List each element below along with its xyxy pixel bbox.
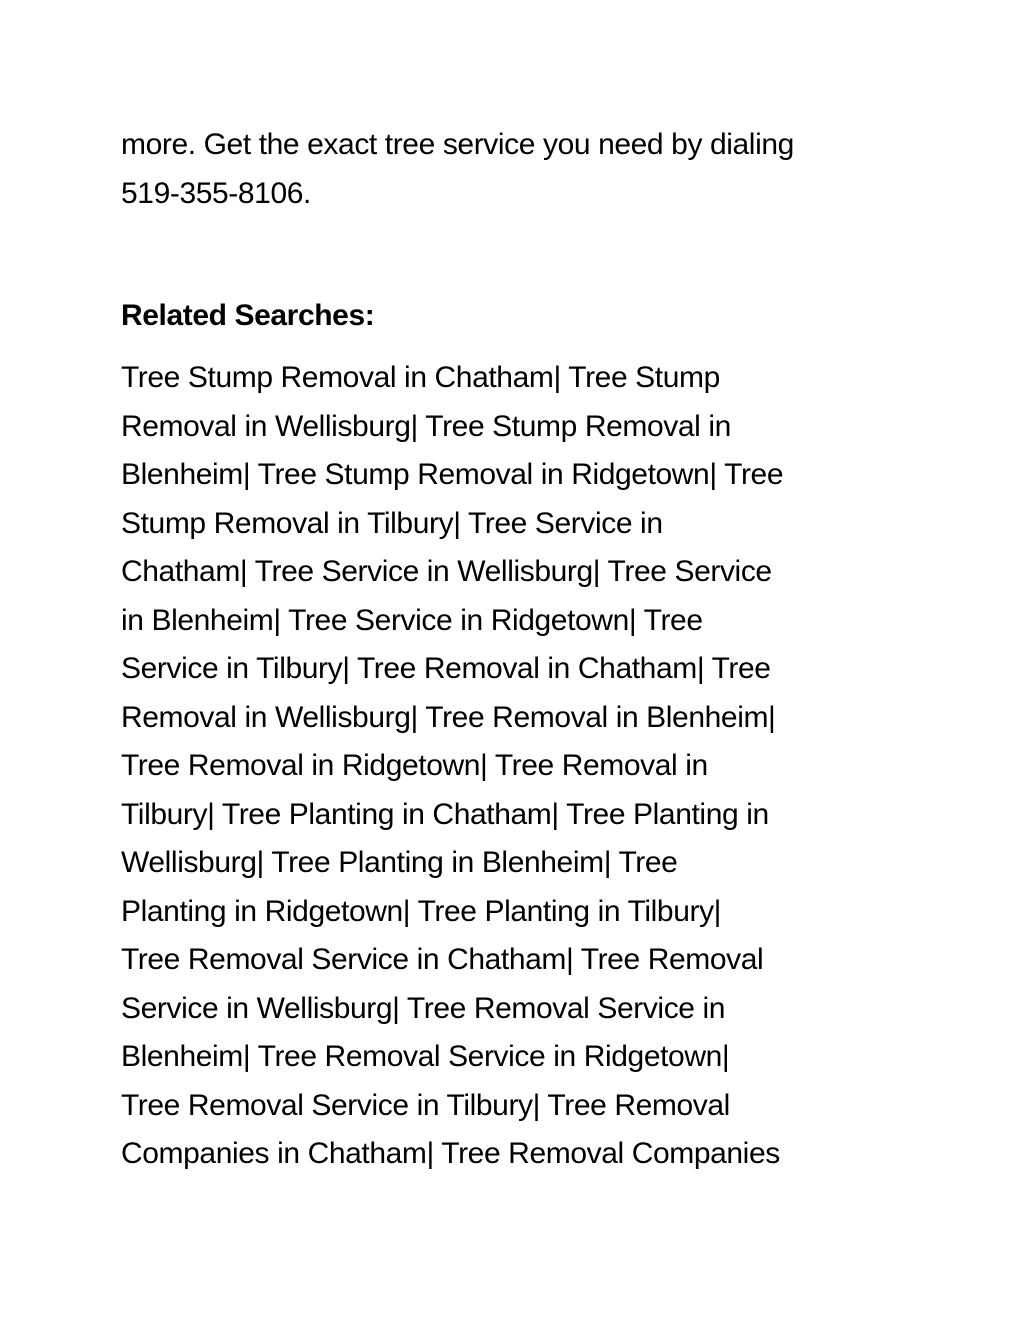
related-search-line: Blenheim| Tree Removal Service in Ridgetown| — [121, 1040, 730, 1073]
related-search-line: Removal in Wellisburg| Tree Stump Removal in — [121, 410, 731, 443]
related-search-line: Tilbury| Tree Planting in Chatham| Tree Planting in — [121, 798, 769, 831]
related-search-line: in Blenheim| Tree Service in Ridgetown| Tree — [121, 604, 703, 637]
related-search-line: Stump Removal in Tilbury| Tree Service in — [121, 507, 663, 540]
related-search-line: Companies in Chatham| Tree Removal Companies — [121, 1137, 780, 1170]
related-search-line: Tree Removal Service in Chatham| Tree Removal — [121, 943, 764, 976]
related-search-line: Planting in Ridgetown| Tree Planting in Tilbury| — [121, 895, 722, 928]
phone-number-line: 519-355-8106. — [121, 177, 311, 210]
related-searches-heading: Related Searches: — [121, 299, 375, 332]
related-search-line: Tree Removal Service in Tilbury| Tree Removal — [121, 1089, 730, 1122]
related-search-line: Service in Wellisburg| Tree Removal Service in — [121, 992, 726, 1025]
related-search-line: Wellisburg| Tree Planting in Blenheim| Tree — [121, 846, 678, 879]
related-search-line: Tree Stump Removal in Chatham| Tree Stump — [121, 361, 720, 394]
intro-line: more. Get the exact tree service you need by dialing — [121, 128, 794, 161]
related-search-line: Service in Tilbury| Tree Removal in Chatham| Tree — [121, 652, 771, 685]
related-search-line: Chatham| Tree Service in Wellisburg| Tree Service — [121, 555, 772, 588]
related-search-line: Removal in Wellisburg| Tree Removal in Blenheim| — [121, 701, 776, 734]
related-search-line: Tree Removal in Ridgetown| Tree Removal in — [121, 749, 708, 782]
related-search-line: Blenheim| Tree Stump Removal in Ridgetown| Tree — [121, 458, 784, 491]
